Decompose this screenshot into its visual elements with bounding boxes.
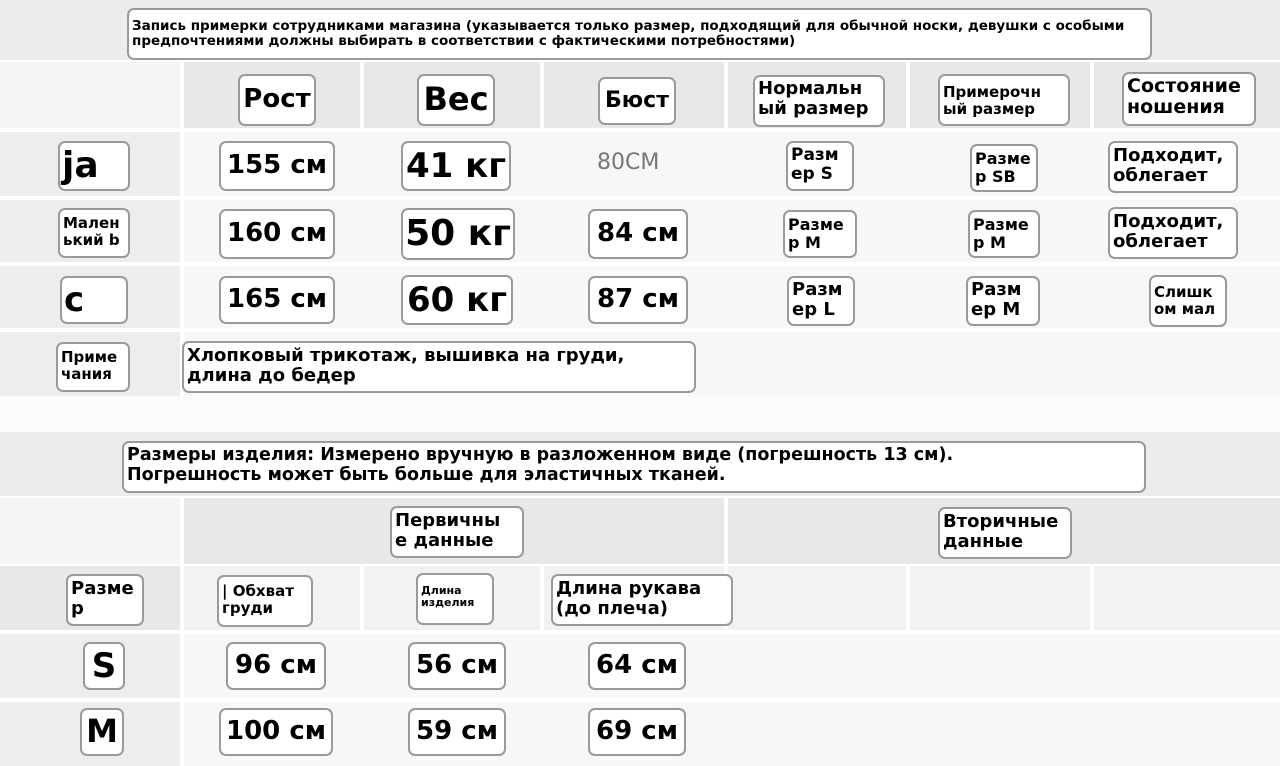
row1-fitting-size: Разме р SB	[970, 144, 1038, 192]
header-bust: Бюст	[598, 77, 676, 125]
fitting-intro: Запись примерки сотрудниками магазина (указывается только размер, подходящий для обычной носки, девушки с особыми предпочтениями должны выбирать в соответствии с фактическими потребностями)	[127, 8, 1152, 60]
row3-normal-size: Разм ер L	[787, 276, 855, 326]
header-height: Рост	[238, 74, 316, 126]
size-s: S	[83, 642, 125, 690]
header-normal-size: Нормальн ый размер	[753, 75, 885, 127]
size-m: M	[80, 708, 124, 756]
header-length: Длина изделия	[416, 573, 494, 625]
m-length: 59 см	[408, 708, 506, 756]
row3-bust: 87 см	[588, 276, 688, 324]
row3-name: c	[60, 276, 128, 324]
notes-text: Хлопковый трикотаж, вышивка на груди, длина до бедер	[182, 341, 696, 393]
secondary-data-label: Вторичные данные	[938, 507, 1072, 559]
row1-name: ja	[58, 141, 130, 191]
product-group-row	[0, 498, 1280, 564]
product-intro: Размеры изделия: Измерено вручную в разложенном виде (погрешность 13 см). Погрешность может быть больше для эластичных тканей.	[122, 441, 1146, 493]
header-chest: | Обхват груди	[217, 575, 313, 627]
header-sleeve: Длина рукава (до плеча)	[551, 574, 733, 626]
row2-wear-state: Подходит, облегает	[1108, 207, 1238, 259]
s-length: 56 см	[408, 642, 506, 690]
row2-height: 160 см	[219, 209, 335, 259]
row3-wear-state: Слишк ом мал	[1149, 275, 1227, 327]
header-wear-state: Состояние ношения	[1122, 72, 1256, 126]
row1-wear-state: Подходит, облегает	[1108, 141, 1238, 193]
row2-weight: 50 кг	[401, 208, 515, 260]
row2-bust: 84 см	[588, 209, 688, 259]
s-chest: 96 см	[226, 642, 326, 690]
header-weight: Вес	[417, 74, 495, 126]
s-sleeve: 64 см	[588, 642, 686, 690]
header-size: Разме р	[66, 574, 144, 626]
row3-height: 165 см	[219, 276, 335, 324]
row1-normal-size: Разм ер S	[786, 141, 854, 191]
notes-label: Приме чания	[56, 342, 130, 392]
gap-band	[0, 396, 1280, 432]
header-fitting-size: Примерочн ый размер	[938, 74, 1070, 126]
row3-fitting-size: Разм ер M	[966, 276, 1040, 326]
primary-data-label: Первичны е данные	[390, 506, 524, 558]
row2-name: Мален ький b	[58, 208, 130, 258]
row3-weight: 60 кг	[401, 275, 513, 325]
row2-normal-size: Разме р M	[783, 210, 857, 258]
row1-height: 155 см	[219, 141, 335, 191]
row1-weight: 41 кг	[401, 141, 511, 191]
m-chest: 100 см	[219, 708, 333, 756]
row2-fitting-size: Разме р M	[968, 210, 1040, 258]
m-sleeve: 69 см	[588, 708, 686, 756]
row1-bust: 80CM	[597, 150, 660, 175]
